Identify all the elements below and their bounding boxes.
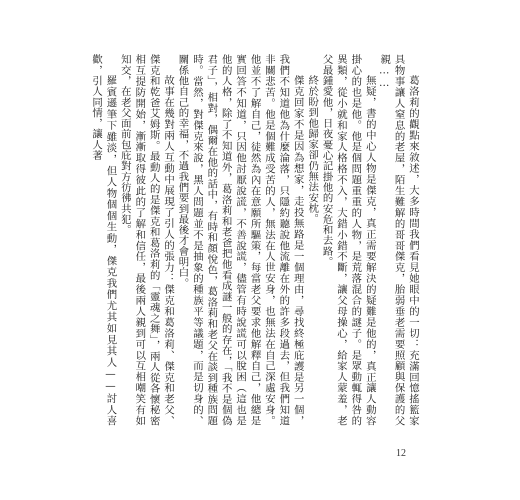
paragraph: 羅賓遜筆下雖淡，但人物個個生動，傑克我們尤其如見其人——討人喜歡，引人同情，讓人著 — [90, 54, 117, 426]
paragraph: 故事在幾對兩人互動中展現了引人的張力：傑克和葛洛莉、傑克和老父、傑克和乾爸艾姆斯。最動人的是傑克和葛洛莉的「靈魂之舞」，兩人從各懷秘密相互提防開始，漸漸取得彼此的了解和信任，最後兩人親到可以互相嘲笑有如知交，在老父面前包庇對方彷彿共犯。 — [118, 54, 175, 426]
paragraph: 終於盼到他歸家卻仍無法安枕。 — [306, 74, 319, 224]
paragraph: 葛洛莉的觀點來敘述，大多時間我們看見她眼中的一切：充滿回憶搖籃家具物事讓人窒息的老屋，陌生難解的哥哥傑克，胎弱垂老需要照顧與保護的父親…… — [378, 54, 419, 426]
paragraph: 傑克回家不是因為想家，走投無路是一個理由，尋找終極庇護是另一個，我們不知道他為什麼淪落，只隱約聽說他流離在外的許多段過去，但我們知道非關悲苦。他是個難成受苦的人，無法在人世安身，也無法在自己深處安身。他並不了解自己，徒然為內在意願所驅策，每當老父要求他解釋自己，他總是實回答不知道，只因他討厭說謊，不善說謊，儘管有時說謊可以脫困（這也是他的人格，除了不知道外，葛洛莉和老爸把他看成謎一般的存在，「我不是個偽君子」，相對，偶爾在他的話中，有時和顏悅色，葛洛莉和老父在談到種族問題時。當然，對傑克來說，黑人問題並不是抽象的種族平等議題，而是切身的、關係他自己的幸福，不過我們要到最後才會明白。 — [176, 54, 304, 426]
paragraph: 無疑，書的中心人物是傑克，真正需要解決的疑難是他的，真正讓人動容掛心的也是他。他是個問題重重的人物，是荒落混合的謎子。是眾動輒得咎的異類，從小就和家人格格不入，大錯小錯不斷，讓父母操心，給家人蒙羞，老父最鍾愛他，日夜憂心記掛他的安危和去路。 — [320, 54, 376, 426]
body-text — [90, 54, 420, 426]
page-number: 12 — [396, 448, 406, 459]
